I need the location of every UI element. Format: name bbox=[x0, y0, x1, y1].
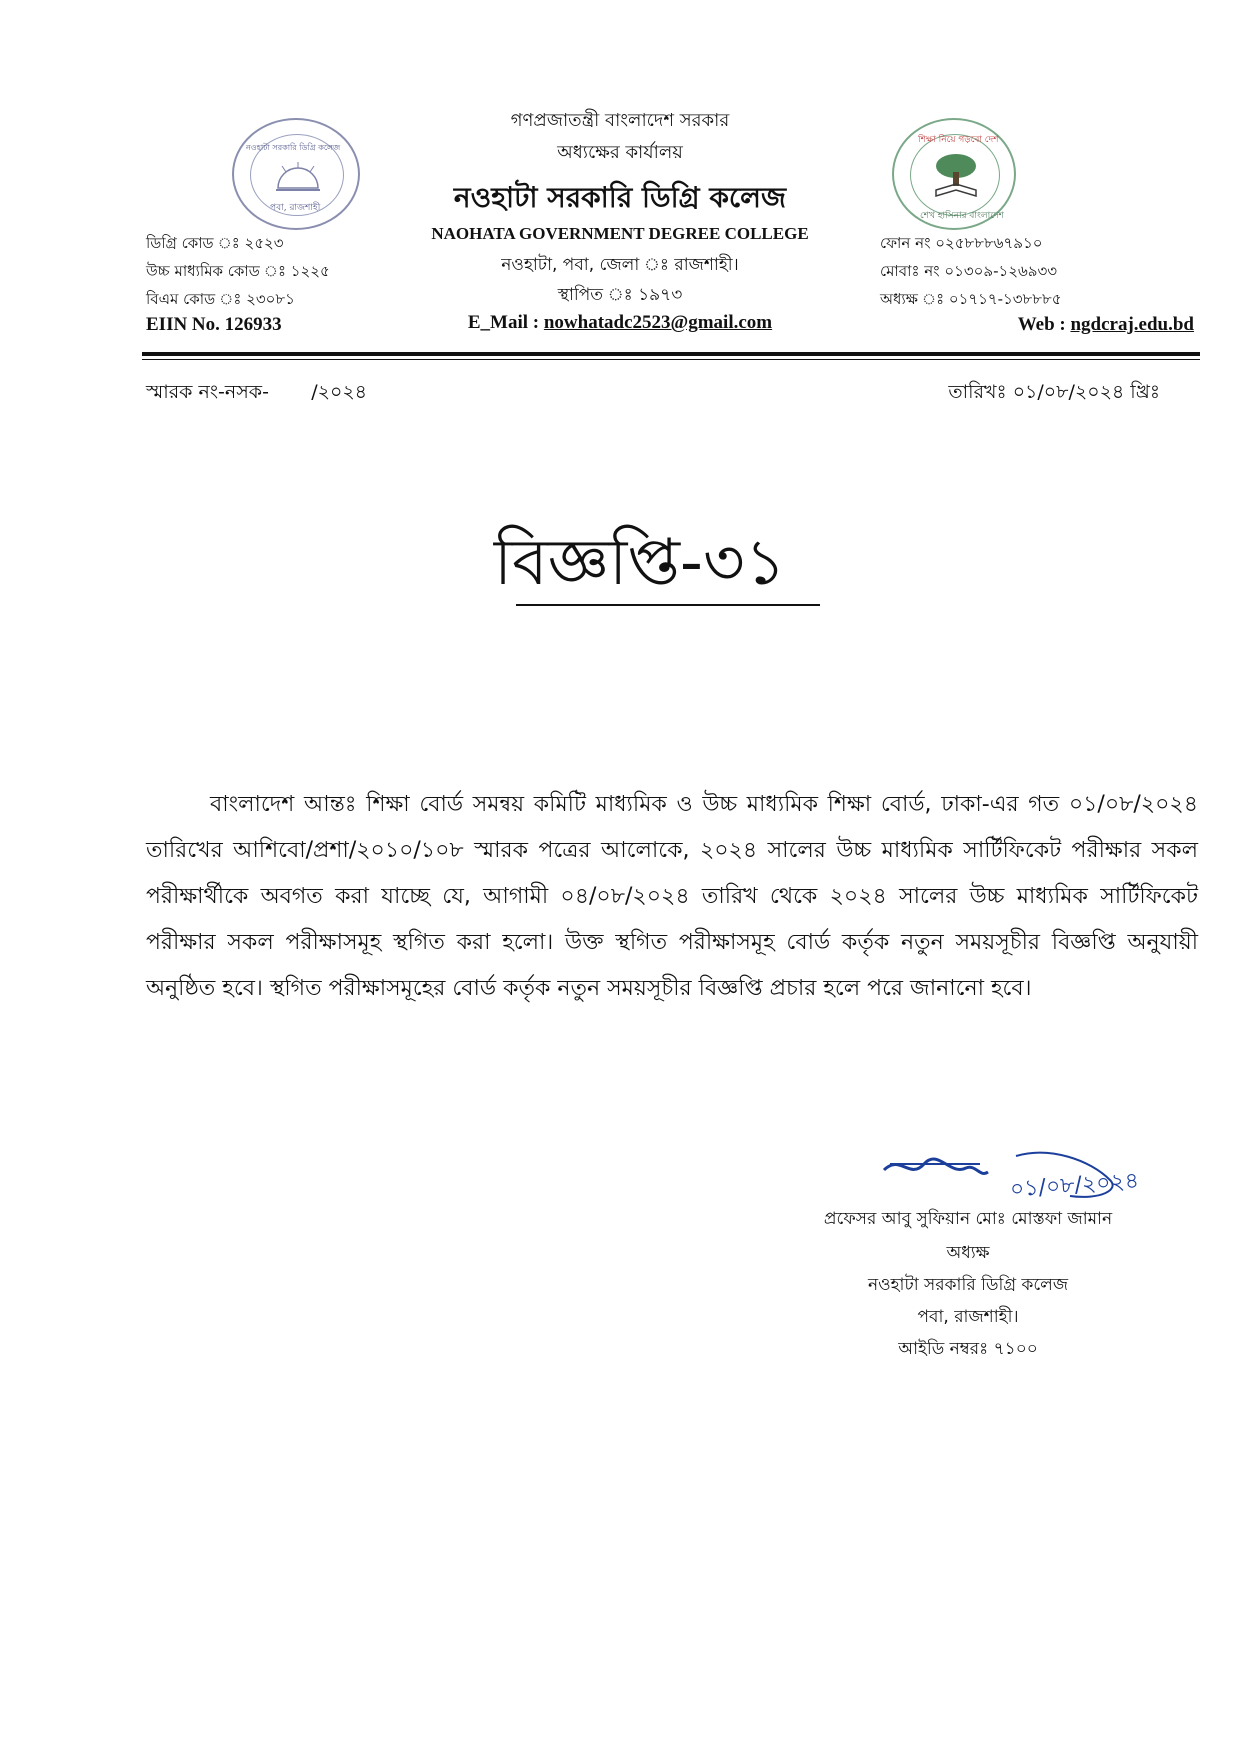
signatory-location: পবা, রাজশাহী। bbox=[917, 1307, 1019, 1327]
email-link[interactable]: nowhatadc2523@gmail.com bbox=[543, 312, 773, 333]
seal-right-text-top: শিক্ষা নিয়ে গড়বো দেশ bbox=[918, 135, 999, 145]
memo-date: তারিখঃ ০১/০৮/২০২৪ খ্রিঃ bbox=[948, 381, 1160, 403]
web-label: Web : bbox=[1017, 314, 1071, 335]
college-name-en: NAOHATA GOVERNMENT DEGREE COLLEGE bbox=[431, 224, 809, 243]
memo-reference: স্মারক নং-নসক- /২০২৪ bbox=[146, 381, 367, 403]
header-rule-thick bbox=[142, 352, 1200, 356]
notice-title: বিজ্ঞপ্তি-৩১ bbox=[493, 526, 787, 600]
seal-left-text-top: নওহাটা সরকারি ডিগ্রি কলেজ bbox=[246, 143, 341, 152]
college-name-bn: নওহাটা সরকারি ডিগ্রি কলেজ bbox=[453, 181, 787, 214]
office-line: অধ্যক্ষের কার্যালয় bbox=[557, 142, 683, 163]
web-line bbox=[1018, 314, 1194, 336]
govt-line: গণপ্রজাতন্ত্রী বাংলাদেশ সরকার bbox=[510, 110, 730, 131]
phone-number: ফোন নং ০২৫৮৮৮৬৭৯১০ bbox=[880, 234, 1043, 252]
eiin-number: EIIN No. 126933 bbox=[146, 314, 282, 335]
established-year: স্থাপিত ঃ ১৯৭৩ bbox=[557, 285, 683, 305]
sun-emblem-icon bbox=[274, 162, 322, 192]
college-seal-left bbox=[232, 118, 360, 230]
web-link[interactable]: ngdcraj.edu.bd bbox=[1070, 314, 1194, 335]
mobile-number: মোবাঃ নং ০১৩০৯-১২৬৯৩৩ bbox=[880, 262, 1058, 280]
email-line bbox=[400, 312, 840, 334]
seal-left-text-bottom: পবা, রাজশাহী bbox=[270, 203, 321, 213]
email-label: E_Mail : bbox=[467, 312, 544, 333]
handwritten-date: ০১/০৮/২০২৪ bbox=[1009, 1168, 1140, 1203]
principal-phone: অধ্যক্ষ ঃ ০১৭১৭-১৩৮৮৮৫ bbox=[880, 290, 1062, 308]
hsc-code: উচ্চ মাধ্যমিক কোড ঃ ১২২৫ bbox=[146, 262, 330, 280]
header-rule-thin bbox=[142, 359, 1200, 360]
bm-code: বিএম কোড ঃ ২৩০৮১ bbox=[146, 290, 295, 308]
degree-code: ডিগ্রি কোড ঃ ২৫২৩ bbox=[146, 234, 284, 252]
seal-right-text-bottom: শেখ হাসিনার বাংলাদেশ bbox=[920, 211, 1004, 221]
signatory-college: নওহাটা সরকারি ডিগ্রি কলেজ bbox=[867, 1275, 1069, 1295]
signatory-name: প্রফেসর আবু সুফিয়ান মোঃ মোস্তফা জামান bbox=[823, 1209, 1113, 1229]
college-address: নওহাটা, পবা, জেলা ঃ রাজশাহী। bbox=[501, 255, 739, 275]
tree-book-icon bbox=[930, 150, 982, 198]
campaign-seal-right bbox=[892, 118, 1016, 230]
signatory-id: আইডি নম্বরঃ ৭১০০ bbox=[898, 1339, 1038, 1359]
title-underline bbox=[516, 604, 820, 606]
signatory-designation: অধ্যক্ষ bbox=[946, 1243, 990, 1263]
notice-body: বাংলাদেশ আন্তঃ শিক্ষা বোর্ড সমন্বয় কমিটি মাধ্যমিক ও উচ্চ মাধ্যমিক শিক্ষা বোর্ড, ঢাকা-এর গত ০১/০৮/২০২৪ তারিখের আশিবো/প্রশা/২০১০/১০৮ স্মারক পত্রের আলোকে, ২০২৪ সালের উচ্চ মাধ্যমিক সার্টিফিকেট পরীক্ষার সকল পরীক্ষার্থীকে অবগত করা যাচ্ছে যে, আগামী ০৪/০৮/২০২৪ তারিখ থেকে ২০২৪ সালের উচ্চ মাধ্যমিক সার্টিফিকেট পরীক্ষার সকল পরীক্ষাসমূহ স্থগিত করা হলো। উক্ত স্থগিত পরীক্ষাসমূহ বোর্ড কর্তৃক নতুন সময়সূচীর বিজ্ঞপ্তি অনুযায়ী অনুষ্ঠিত হবে। স্থগিত পরীক্ষাসমূহের বোর্ড কর্তৃক নতুন সময়সূচীর বিজ্ঞপ্তি প্রচার হলে পরে জানানো হবে। bbox=[146, 792, 1198, 1001]
